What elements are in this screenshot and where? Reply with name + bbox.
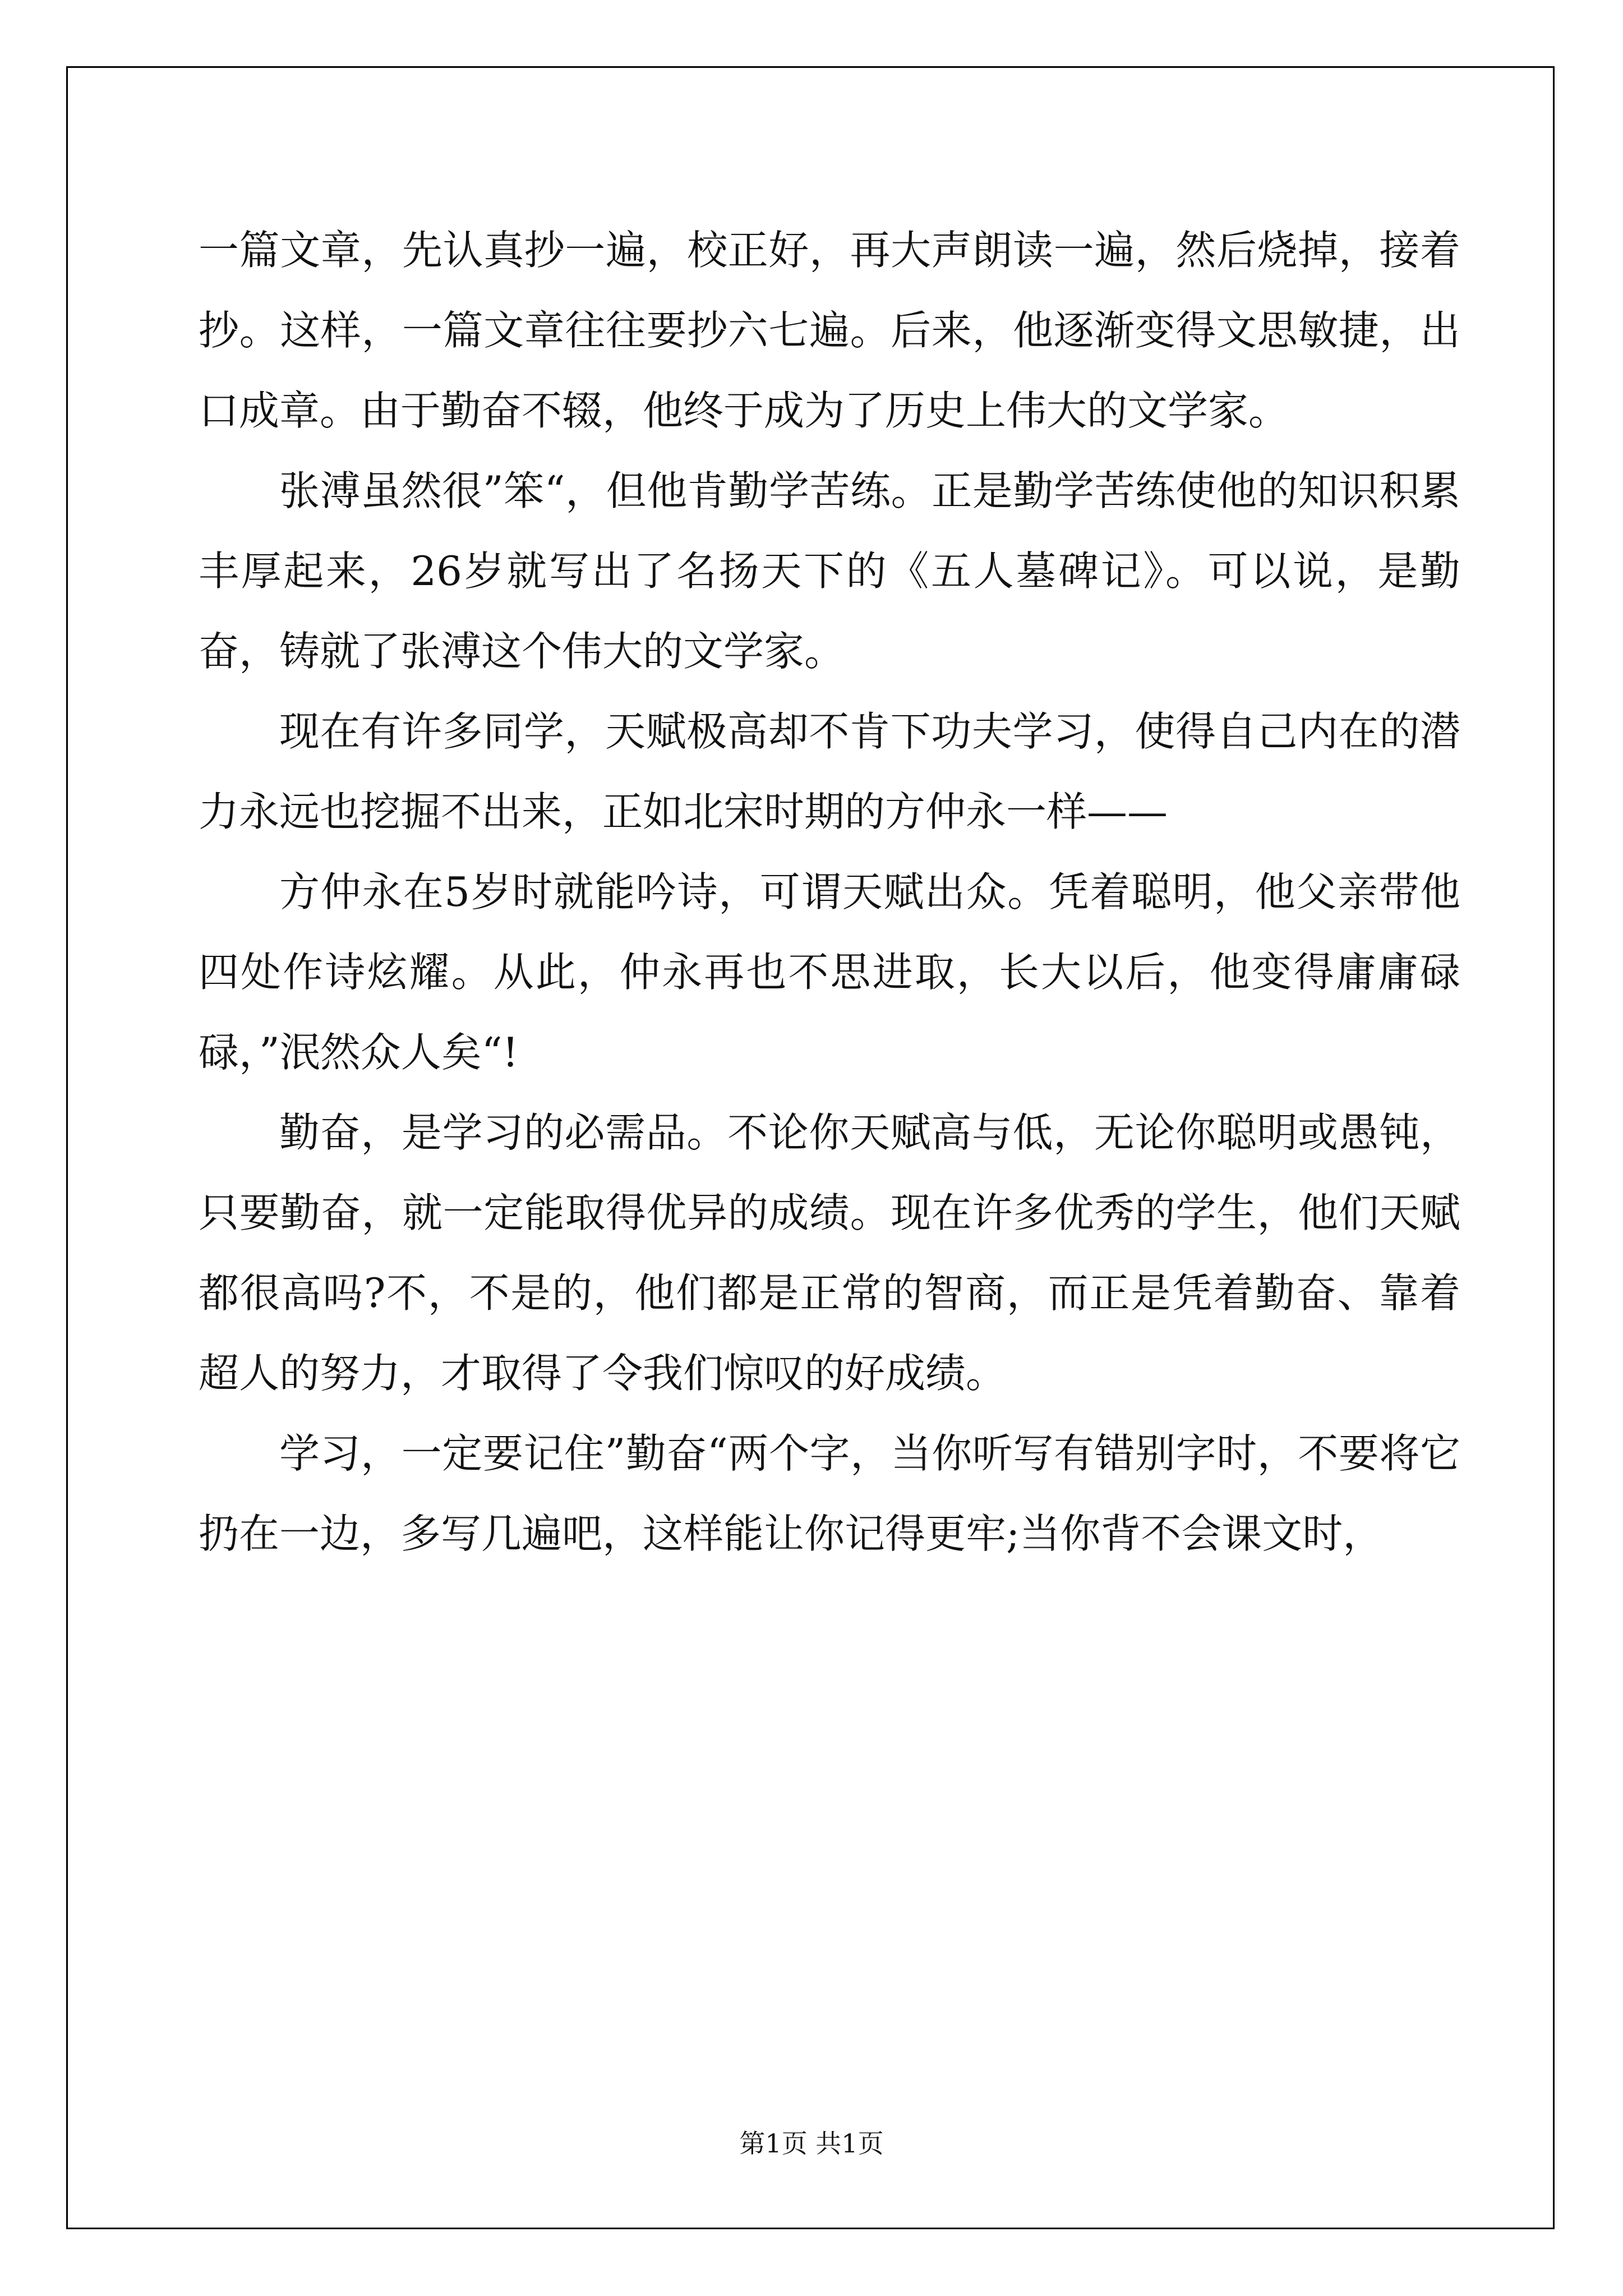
paragraph — [199, 852, 1460, 1093]
text-line: 潜力永远也挖掘不出来，正如北宋时期的方仲永一样—— — [199, 708, 1460, 835]
text-line: 碌碌，”泯然众人矣“! — [199, 949, 1460, 1076]
text-line: 他四处作诗炫耀。从此，仲永再也不思进取，长大以后，他变得庸庸 — [199, 868, 1460, 996]
text-line: 现在有许多同学，天赋极高却不肯下功夫学习，使得自己内在的 — [279, 708, 1420, 755]
paragraph — [199, 1093, 1460, 1414]
paragraph — [199, 692, 1460, 852]
text-line: 一篇文章，先认真抄一遍，校正好，再大声朗读一遍，然后烧掉，接 — [199, 227, 1420, 274]
document-body — [199, 210, 1460, 1574]
text-line: 是勤奋，铸就了张溥这个伟大的文学家。 — [199, 547, 1460, 675]
page-footer — [0, 2123, 1623, 2160]
text-line: 将它扔在一边，多写几遍吧，这样能让你记得更牢;当你背不会课文时， — [199, 1430, 1460, 1557]
page-number: 第1页 共1页 — [739, 2128, 884, 2159]
text-line: 积累丰厚起来，26岁就写出了名扬天下的《五人墓碑记》。可以说， — [199, 467, 1460, 595]
text-line: 学习，一定要记住”勤奋“两个字，当你听写有错别字时，不要 — [279, 1430, 1380, 1477]
paragraph — [199, 451, 1460, 692]
text-line: 张溥虽然很”笨“，但他肯勤学苦练。正是勤学苦练使他的知识 — [279, 467, 1380, 514]
text-line: 方仲永在5岁时就能吟诗，可谓天赋出众。凭着聪明，他父亲带 — [279, 868, 1420, 915]
text-line: 只要勤奋，就一定能取得优异的成绩。现在许多优秀的学生，他们天 — [199, 1189, 1420, 1236]
text-line: 勤奋，是学习的必需品。不论你天赋高与低，无论你聪明或愚钝， — [279, 1109, 1460, 1156]
paragraph — [199, 210, 1460, 451]
paragraph — [199, 1414, 1460, 1574]
text-line: 着超人的努力，才取得了令我们惊叹的好成绩。 — [199, 1269, 1460, 1397]
text-line: 出口成章。由于勤奋不辍，他终于成为了历史上伟大的文学家。 — [199, 307, 1460, 434]
text-line: 着抄。这样，一篇文章往往要抄六七遍。后来，他逐渐变得文思敏捷， — [199, 227, 1460, 354]
text-line: 赋都很高吗?不，不是的，他们都是正常的智商，而正是凭着勤奋、靠 — [199, 1189, 1460, 1317]
